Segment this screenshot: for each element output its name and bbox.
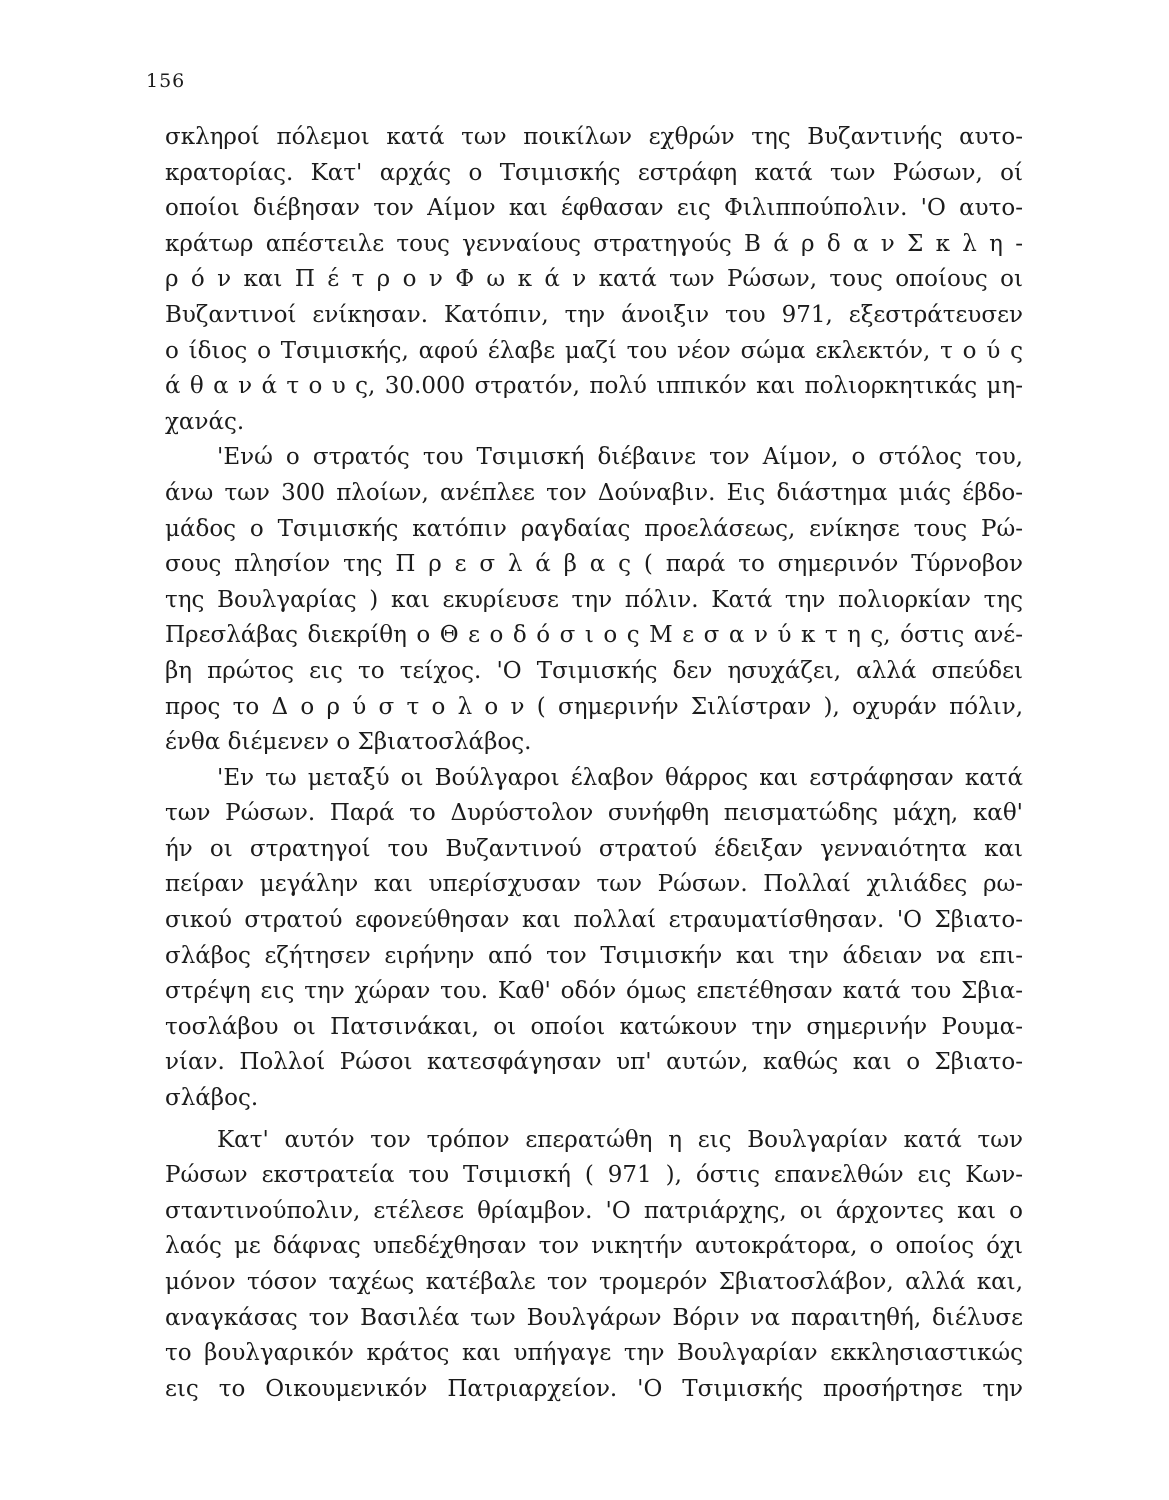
text-line: μάδος ο Τσιμισκής κατόπιν ραγδαίας προελάσεως, ενίκησε τους Ρώ- — [165, 515, 1023, 542]
text-line: κρατορίας. Κατ' αρχάς ο Τσιμισκής εστράφη κατά των Ρώσων, οί — [165, 159, 1023, 186]
text-line: τοσλάβου οι Πατσινάκαι, οι οποίοι κατώκουν την σημερινήν Ρουμα- — [165, 1013, 1023, 1040]
text-line: σους πλησίον της Π ρ ε σ λ ά β α ς ( παρά το σημερινόν Τύρνοβον — [165, 551, 1023, 578]
text-line: λαός με δάφνας υπεδέχθησαν τον νικητήν αυτοκράτορα, ο οποίος όχι — [165, 1233, 1023, 1260]
text-line: ο ίδιος ο Τσιμισκής, αφού έλαβε μαζί του νέον σώμα εκλεκτόν, τ ο ύ ς — [165, 337, 1023, 364]
text-line: αναγκάσας τον Βασιλέα των Βουλγάρων Βόριν να παραιτηθή, διέλυσε — [165, 1304, 1023, 1331]
text-line: ένθα διέμενεν ο Σβιατοσλάβος. — [165, 729, 532, 756]
text-line: άνω των 300 πλοίων, ανέπλεε τον Δούναβιν. Εις διάστημα μιάς έβδο- — [165, 479, 1023, 506]
text-line: σταντινούπολιν, ετέλεσε θρίαμβον. 'Ο πατριάρχης, οι άρχοντες και ο — [165, 1197, 1023, 1224]
text-line: σκληροί πόλεμοι κατά των ποικίλων εχθρών της Βυζαντινής αυτο- — [165, 124, 1023, 150]
text-line: Βυζαντινοί ενίκησαν. Κατόπιν, την άνοιξιν του 971, εξεστράτευσεν — [165, 301, 1023, 328]
text-line: Πρεσλάβας διεκρίθη ο Θ ε ο δ ό σ ι ο ς Μ ε σ α ν ύ κ τ η ς, όστις ανέ- — [165, 622, 1023, 649]
text-line: ήν οι στρατηγοί του Βυζαντινού στρατού έδειξαν γενναιότητα και — [165, 835, 1023, 862]
text-line: σλάβος εζήτησεν ειρήνην από τον Τσιμισκήν και την άδειαν να επι- — [165, 942, 1023, 969]
text-line: 'Εν τω μεταξύ οι Βούλγαροι έλαβον θάρρος και εστράφησαν κατά — [217, 764, 1023, 791]
text-line: 'Ενώ ο στρατός του Τσιμισκή διέβαινε τον Αίμον, ο στόλος του, — [217, 444, 1023, 471]
text-line: χανάς. — [165, 408, 245, 435]
paragraph-3 — [165, 761, 1023, 1117]
text-line: εις το Οικουμενικόν Πατριαρχείον. 'Ο Τσιμισκής προσήρτησε την — [165, 1375, 1023, 1402]
text-line: το βουλγαρικόν κράτος και υπήγαγε την Βουλγαρίαν εκκλησιαστικώς — [165, 1340, 1023, 1367]
paragraph-2 — [165, 440, 1023, 760]
text-line: της Βουλγαρίας ) και εκυρίευσε την πόλιν. Κατά την πολιορκίαν της — [165, 586, 1023, 613]
text-line: σικού στρατού εφονεύθησαν και πολλαί ετραυματίσθησαν. 'Ο Σβιατο- — [165, 907, 1023, 934]
text-line: πείραν μεγάλην και υπερίσχυσαν των Ρώσων. Πολλαί χιλιάδες ρω- — [165, 871, 1023, 898]
page-number: 156 — [146, 70, 186, 92]
text-line: προς το Δ ο ρ ύ σ τ ο λ ο ν ( σημερινήν Σιλίστραν ), οχυράν πόλιν, — [165, 693, 1023, 720]
text-line: Ρώσων εκστρατεία του Τσιμισκή ( 971 ), όστις επανελθών εις Κων- — [165, 1162, 1023, 1189]
text-line: των Ρώσων. Παρά το Δυρύστολον συνήφθη πεισματώδης μάχη, καθ' — [165, 800, 1023, 827]
body-text — [165, 120, 1023, 1407]
text-line: νίαν. Πολλοί Ρώσοι κατεσφάγησαν υπ' αυτών, καθώς και ο Σβιατο- — [165, 1049, 1023, 1076]
text-line: κράτωρ απέστειλε τους γενναίους στρατηγούς Β ά ρ δ α ν Σ κ λ η - — [165, 230, 1023, 257]
text-line: Κατ' αυτόν τον τρόπον επερατώθη η εις Βουλγαρίαν κατά των — [217, 1126, 1023, 1153]
text-line: σλάβος. — [165, 1085, 259, 1112]
text-line: μόνον τόσον ταχέως κατέβαλε τον τρομερόν Σβιατοσλάβον, αλλά και, — [165, 1269, 1023, 1295]
text-line: ά θ α ν ά τ ο υ ς, 30.000 στρατόν, πολύ ιππικόν και πολιορκητικάς μη- — [165, 373, 1023, 400]
text-line: οποίοι διέβησαν τον Αίμον και έφθασαν εις Φιλιππούπολιν. 'Ο αυτο- — [165, 195, 1023, 222]
paragraph-4 — [165, 1123, 1023, 1408]
text-line: ρ ό ν και Π έ τ ρ ο ν Φ ω κ ά ν κατά των Ρώσων, τους οποίους οι — [165, 266, 1023, 293]
paragraph-1 — [165, 120, 1023, 440]
text-line: βη πρώτος εις το τείχος. 'Ο Τσιμισκής δεν ησυχάζει, αλλά σπεύδει — [165, 657, 1023, 684]
text-line: στρέψη εις την χώραν του. Καθ' οδόν όμως επετέθησαν κατά του Σβια- — [165, 978, 1023, 1005]
